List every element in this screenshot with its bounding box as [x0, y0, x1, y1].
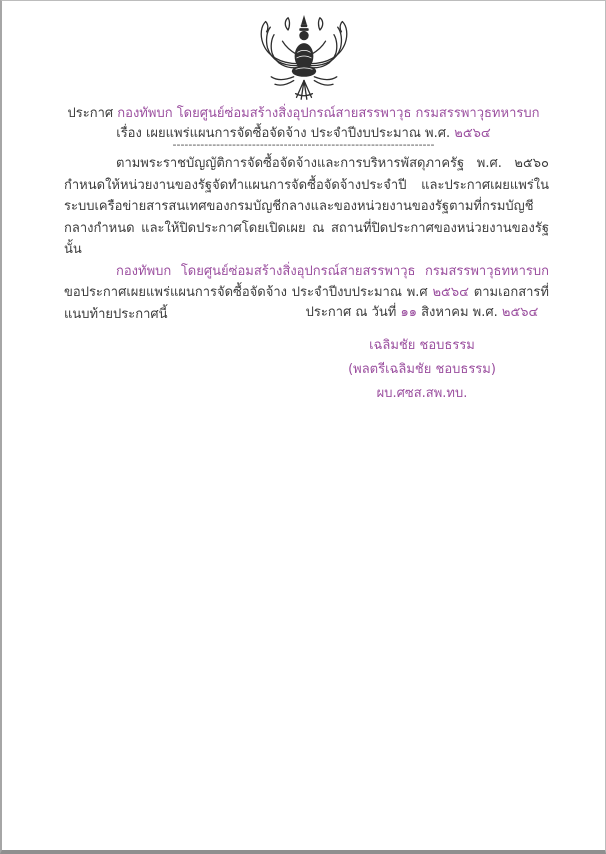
- subject-year: ๒๕๖๔: [454, 126, 491, 141]
- emblem-container: [2, 15, 605, 103]
- date-prefix: ประกาศ ณ วันที่: [305, 305, 401, 320]
- announcement-date-line: [292, 301, 552, 322]
- signer-position: ผบ.ศซส.สพ.ทบ.: [376, 386, 468, 401]
- dashed-divider: ------------------------------------------------------------------: [172, 138, 435, 151]
- paragraph-2-text-1: ขอประกาศเผยแพร่แผนการจัดซื้อจัดจ้าง ประจำปีงบประมาณ พ.ศ: [64, 285, 433, 300]
- title-organization: กองทัพบก โดยศูนย์ซ่อมสร้างสิ่งอุปกรณ์สายสรรพาวุธ กรมสรรพาวุธทหารบก: [117, 106, 540, 121]
- title-line-1: [2, 104, 605, 124]
- date-year: ๒๕๖๔: [501, 305, 539, 320]
- garuda-emblem-icon: [243, 15, 365, 103]
- paragraph-2-organization: กองทัพบก โดยศูนย์ซ่อมสร้างสิ่งอุปกรณ์สายสรรพาวุธ กรมสรรพาวุธทหารบก: [116, 263, 549, 279]
- title-prefix: ประกาศ: [67, 106, 118, 121]
- signed-name: เฉลิมชัย ชอบธรรม: [369, 338, 475, 353]
- date-middle: สิงหาคม พ.ศ.: [416, 305, 502, 320]
- signature-block: [302, 339, 542, 411]
- paragraph-2-text-2: ตามเอกสารที่แนบท้ายประกาศนี้: [64, 285, 549, 322]
- subject-text: เรื่อง เผยแพร่แผนการจัดซื้อจัดจ้าง ประจำปีงบประมาณ พ.ศ.: [116, 126, 455, 141]
- announcement-body: [64, 153, 549, 325]
- signer-full-name: (พลตรีเฉลิมชัย ชอบธรรม): [348, 362, 496, 377]
- paragraph-1: ตามพระราชบัญญัติการจัดซื้อจัดจ้างและการบริหารพัสดุภาครัฐ พ.ศ. ๒๕๖๐ กำหนดให้หน่วยงานของรัฐจัดทำแผนการจัดซื้อจัดจ้างประจำปี และประกาศเผยแพร่ในระบบเครือข่ายสารสนเทศของกรมบัญชีกลางและของหน่วยงานของรัฐตามที่กรมบัญชีกลางกำหนด และให้ปิดประกาศโดยเปิดเผย ณ สถานที่ปิดประกาศของหน่วยงานของรัฐ นั้น: [64, 156, 549, 257]
- date-day: ๑๑: [400, 305, 417, 320]
- paragraph-2-year: ๒๕๖๔: [432, 285, 469, 300]
